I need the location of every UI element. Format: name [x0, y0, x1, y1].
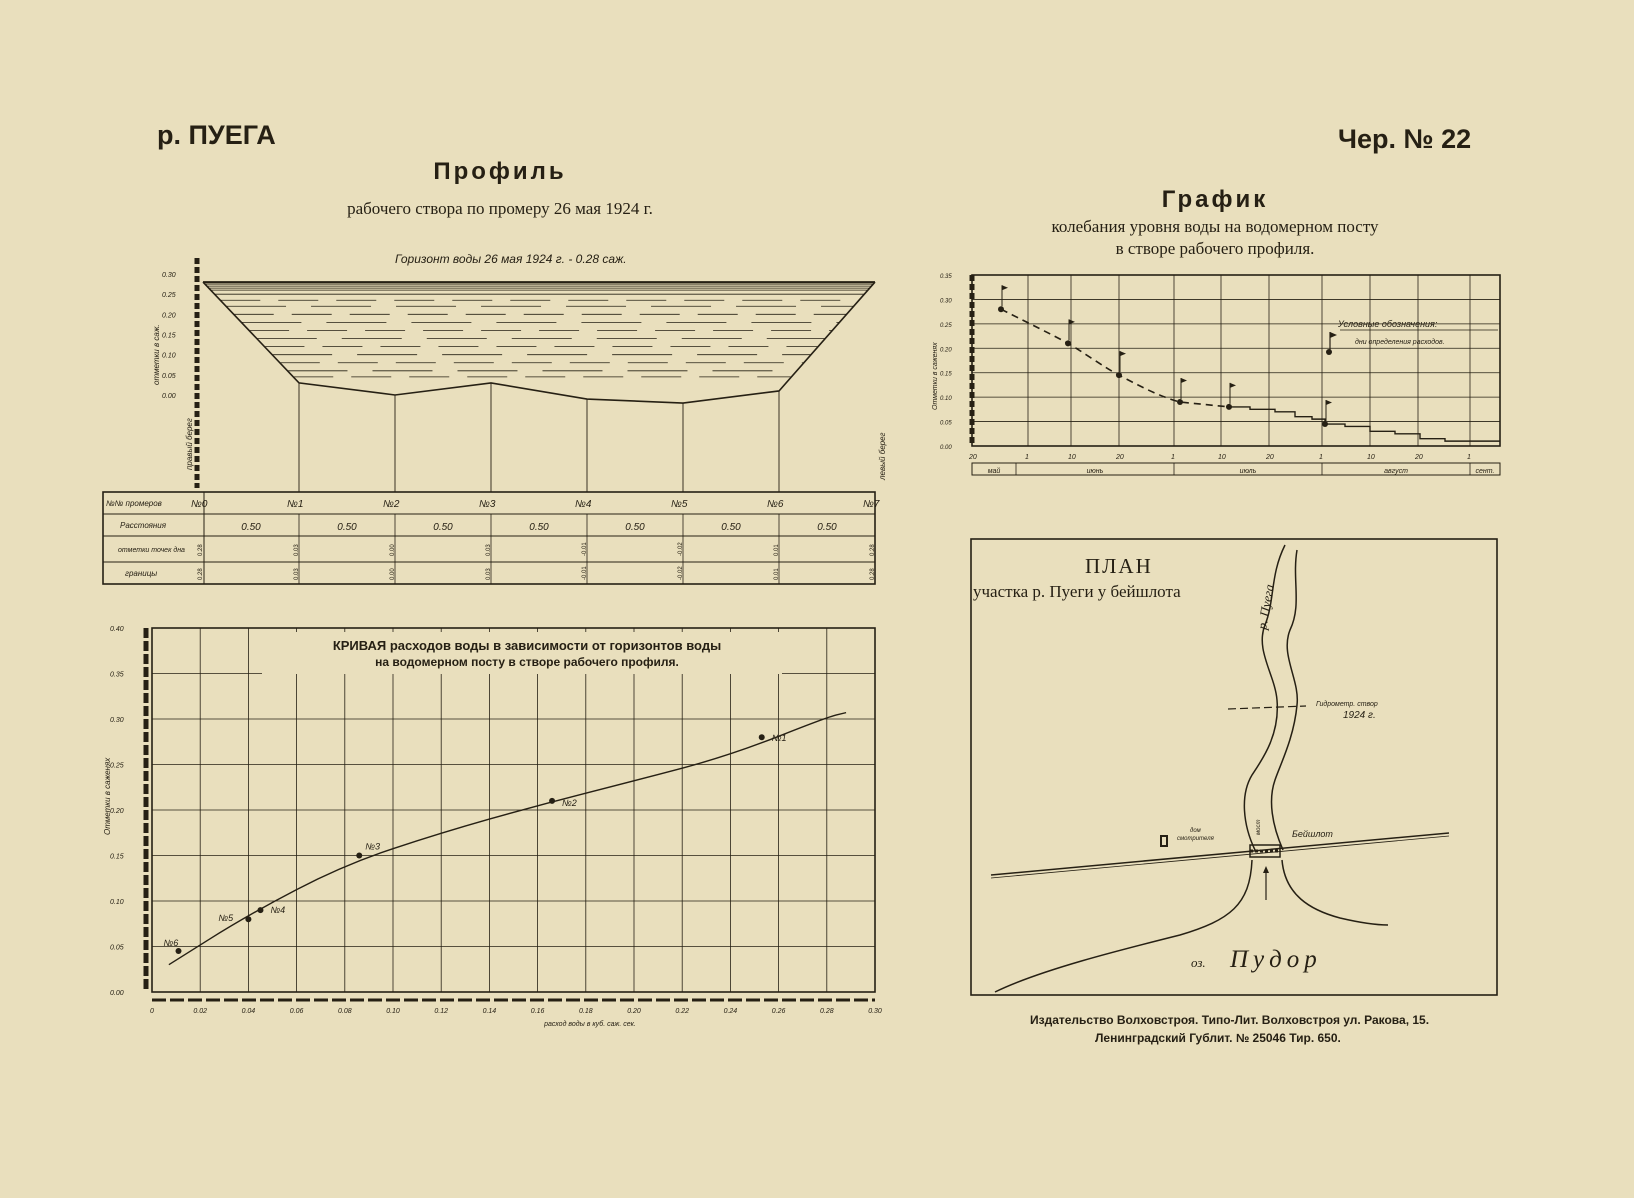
profile-y-tick: 0.15	[162, 332, 176, 340]
level-y-tick: 0.00	[940, 445, 952, 451]
gauge-label-1: Гидрометр. створ	[1316, 701, 1378, 708]
profile-y-tick: 0.25	[162, 292, 176, 300]
month-label: июль	[1239, 468, 1257, 475]
month-label: август	[1384, 468, 1408, 475]
profile-y-tick: 0.00	[162, 393, 176, 400]
level-graph-step-curve	[1229, 407, 1500, 441]
rating-x-tick: 0.30	[868, 1008, 882, 1015]
table-point-label: №6	[767, 499, 784, 510]
rating-point-label: №6	[163, 938, 179, 949]
table-row-label-borders: границы	[125, 569, 158, 578]
table-row-label-bed-marks: отметки точек дна	[118, 547, 185, 554]
profile-water-lines	[205, 284, 873, 377]
profile-y-tick: 0.05	[162, 372, 176, 380]
table-border-mark: 0.03	[486, 568, 492, 580]
month-label: май	[987, 468, 1001, 475]
level-measurement-point	[1322, 421, 1328, 427]
level-x-tick: 1	[1025, 454, 1029, 461]
house-label-2: смотрителя	[1177, 836, 1214, 842]
plan-map	[971, 539, 1497, 995]
rating-x-tick: 0.24	[723, 1008, 738, 1015]
plan-frame	[971, 539, 1497, 995]
rating-point	[759, 734, 765, 740]
profile-y-tick: 0.30	[162, 272, 176, 279]
table-border-mark: -0.02	[678, 566, 684, 580]
rating-curve-xlabel: расход воды в куб. саж. сек.	[544, 1021, 636, 1028]
rating-curve-line	[169, 713, 846, 965]
level-x-tick: 10	[1367, 454, 1375, 461]
level-x-tick: 20	[1266, 454, 1274, 461]
lake-prefix: оз.	[1191, 955, 1206, 970]
footer-line-1: Издательство Волховстроя. Типо-Лит. Волховстроя ул. Ракова, 15.	[1030, 1013, 1430, 1027]
house-label-1: дом	[1190, 828, 1201, 834]
table-bed-mark: 0.01	[774, 544, 780, 556]
table-point-label: №1	[287, 499, 304, 510]
level-flag	[1120, 351, 1126, 356]
lake-shore-right	[1282, 860, 1388, 925]
gauge-label-2: 1924 г.	[1343, 710, 1376, 721]
rating-x-tick: 0.28	[819, 1008, 834, 1015]
level-y-tick: 0.10	[940, 396, 952, 403]
profile-horizon-note: Горизонт воды 26 мая 1924 г. - 0.28 саж.	[395, 252, 627, 266]
rating-x-tick: 0.22	[675, 1008, 690, 1015]
rating-curve-grid	[110, 626, 882, 1015]
rating-curve-chart	[103, 626, 882, 1028]
dam-line	[991, 833, 1449, 875]
rating-point-label: №2	[562, 797, 577, 808]
table-bed-mark: 0.28	[870, 544, 876, 556]
level-measurement-point	[1116, 372, 1122, 378]
table-row-label-points: №№ промеров	[106, 499, 162, 508]
legend-measurement-days: дни определения расходов.	[1355, 339, 1445, 346]
rating-point	[257, 907, 263, 913]
profile-y-tick: 0.20	[162, 312, 176, 320]
level-graph-subtitle-1: колебания уровня воды на водомерном посту	[1051, 217, 1379, 236]
month-label: июнь	[1086, 468, 1104, 475]
level-flag	[1002, 285, 1008, 290]
level-graph-chart	[932, 274, 1500, 475]
level-graph-measurement-flags	[998, 285, 1332, 427]
rating-x-tick: 0.04	[241, 1008, 256, 1015]
level-x-tick: 10	[1068, 454, 1076, 461]
profile-ylabel: отметки в саж.	[152, 324, 161, 385]
table-bed-mark: 0.00	[390, 544, 396, 556]
rating-curve-points	[164, 733, 787, 954]
lake-name: Пудор	[1230, 946, 1322, 973]
table-point-label: №5	[671, 499, 688, 510]
rating-x-tick: 0.16	[530, 1008, 545, 1015]
table-point-label: №0	[191, 499, 208, 510]
level-y-tick: 0.15	[940, 371, 952, 378]
table-border-mark: 0.03	[294, 568, 300, 580]
table-border-mark: 0.28	[198, 568, 204, 580]
rating-y-tick: 0.35	[110, 671, 124, 679]
gauge-section-line	[1228, 706, 1306, 709]
rating-x-tick: 0.08	[337, 1008, 352, 1015]
table-bed-mark: -0.01	[582, 542, 588, 556]
table-border-mark: 0.00	[390, 568, 396, 580]
level-x-tick: 20	[1116, 454, 1124, 461]
level-graph-title: График	[1161, 186, 1269, 213]
level-y-tick: 0.30	[940, 298, 952, 305]
level-graph-grid	[940, 274, 1500, 461]
rating-point-label: №4	[270, 905, 286, 916]
rating-x-tick: 0.02	[193, 1008, 208, 1015]
level-y-tick: 0.25	[940, 322, 952, 329]
level-graph-months	[988, 463, 1495, 475]
rating-x-tick: 0.18	[578, 1008, 593, 1015]
river-label: р. Пуега	[1254, 583, 1277, 631]
level-x-tick: 20	[1415, 454, 1423, 461]
rating-x-tick: 0.20	[627, 1008, 641, 1015]
rating-point	[549, 798, 555, 804]
level-x-tick: 20	[969, 454, 977, 461]
profile-right-bank: левый берег	[878, 432, 887, 480]
level-flag	[1181, 378, 1187, 383]
plan-subtitle: участка р. Пуеги у бейшлота	[973, 582, 1181, 601]
profile-chart	[103, 252, 887, 584]
table-distance: 0.50	[241, 522, 261, 533]
rating-point-label: №5	[218, 913, 234, 924]
rating-x-tick: 0.26	[771, 1008, 786, 1015]
river-bank-right	[1272, 550, 1298, 850]
profile-title: Профиль	[433, 158, 567, 185]
level-flag	[1230, 383, 1236, 388]
table-distance: 0.50	[817, 522, 837, 533]
level-graph-ylabel: Отметки в саженях	[932, 342, 939, 410]
level-x-tick: 1	[1319, 454, 1323, 461]
rating-point	[176, 948, 182, 954]
rating-curve-ylabel: Отметки в саженях	[103, 757, 112, 835]
level-measurement-point	[1065, 340, 1071, 346]
table-distance: 0.50	[721, 522, 741, 533]
table-border-mark: 0.28	[870, 568, 876, 580]
rating-curve-title-2: на водомерном посту в створе рабочего профиля.	[375, 655, 679, 669]
level-x-tick: 1	[1467, 454, 1471, 461]
footer-line-2: Ленинградский Гублит. № 25046 Тир. 650.	[1095, 1031, 1341, 1045]
level-y-tick: 0.05	[940, 420, 952, 427]
level-flag	[1326, 400, 1332, 405]
river-title: р. ПУЕГА	[157, 120, 276, 150]
level-y-tick: 0.35	[940, 274, 952, 280]
rating-y-tick: 0.25	[110, 762, 124, 770]
profile-table-cells	[191, 499, 880, 584]
rating-x-tick: 0.06	[289, 1008, 304, 1015]
month-label: сент.	[1475, 468, 1495, 475]
level-measurement-point	[998, 306, 1004, 312]
rating-y-tick: 0.30	[110, 717, 124, 724]
table-bed-mark: 0.28	[198, 544, 204, 556]
rating-point	[245, 916, 251, 922]
table-point-label: №3	[479, 499, 496, 510]
profile-left-bank: правый берег	[185, 418, 194, 470]
dam-label: Бейшлот	[1292, 829, 1333, 839]
lake-shore-left	[995, 860, 1252, 992]
rating-point-label: №1	[771, 733, 787, 744]
table-distance: 0.50	[433, 522, 453, 533]
table-border-mark: -0.01	[582, 566, 588, 580]
sheet-number: Чер. № 22	[1338, 124, 1472, 154]
table-distance: 0.50	[529, 522, 549, 533]
level-x-tick: 1	[1171, 454, 1175, 461]
table-distance: 0.50	[337, 522, 357, 533]
rating-curve-title-1: КРИВАЯ расходов воды в зависимости от горизонтов воды	[332, 638, 722, 653]
level-graph-legend	[1326, 319, 1498, 355]
plan-title: ПЛАН	[1085, 554, 1153, 578]
rating-x-tick: 0.10	[386, 1008, 400, 1015]
table-row-label-distances: Расстояния	[120, 521, 167, 530]
profile-y-tick: 0.10	[162, 352, 176, 360]
rating-x-tick: 0.14	[482, 1008, 497, 1015]
rating-point-label: №3	[365, 841, 381, 852]
table-distance: 0.50	[625, 522, 645, 533]
level-measurement-point	[1226, 404, 1232, 410]
table-border-mark: 0.01	[774, 568, 780, 580]
rating-x-tick: 0.12	[434, 1008, 449, 1015]
profile-subtitle: рабочего створа по промеру 26 мая 1924 г.	[347, 199, 653, 218]
rating-y-tick: 0.00	[110, 990, 124, 997]
rating-y-tick: 0.05	[110, 944, 124, 952]
table-point-label: №7	[863, 499, 880, 510]
table-point-label: №4	[575, 499, 592, 510]
rating-y-tick: 0.40	[110, 626, 124, 633]
level-measurement-point	[1177, 399, 1183, 405]
table-point-label: №2	[383, 499, 400, 510]
legend-title: Условные обозначения:	[1338, 319, 1438, 329]
rating-y-tick: 0.20	[110, 808, 124, 815]
rating-y-tick: 0.15	[110, 853, 124, 861]
level-x-tick: 10	[1218, 454, 1226, 461]
level-graph-subtitle-2: в створе рабочего профиля.	[1115, 239, 1315, 258]
bridge-label: мост	[1256, 819, 1262, 835]
table-bed-mark: -0.02	[678, 542, 684, 556]
level-graph-month-strip	[972, 463, 1500, 475]
rating-y-tick: 0.10	[110, 899, 124, 906]
table-bed-mark: 0.03	[294, 544, 300, 556]
level-y-tick: 0.20	[940, 347, 952, 354]
rating-point	[356, 853, 362, 859]
table-bed-mark: 0.03	[486, 544, 492, 556]
rating-x-tick: 0	[150, 1008, 154, 1015]
